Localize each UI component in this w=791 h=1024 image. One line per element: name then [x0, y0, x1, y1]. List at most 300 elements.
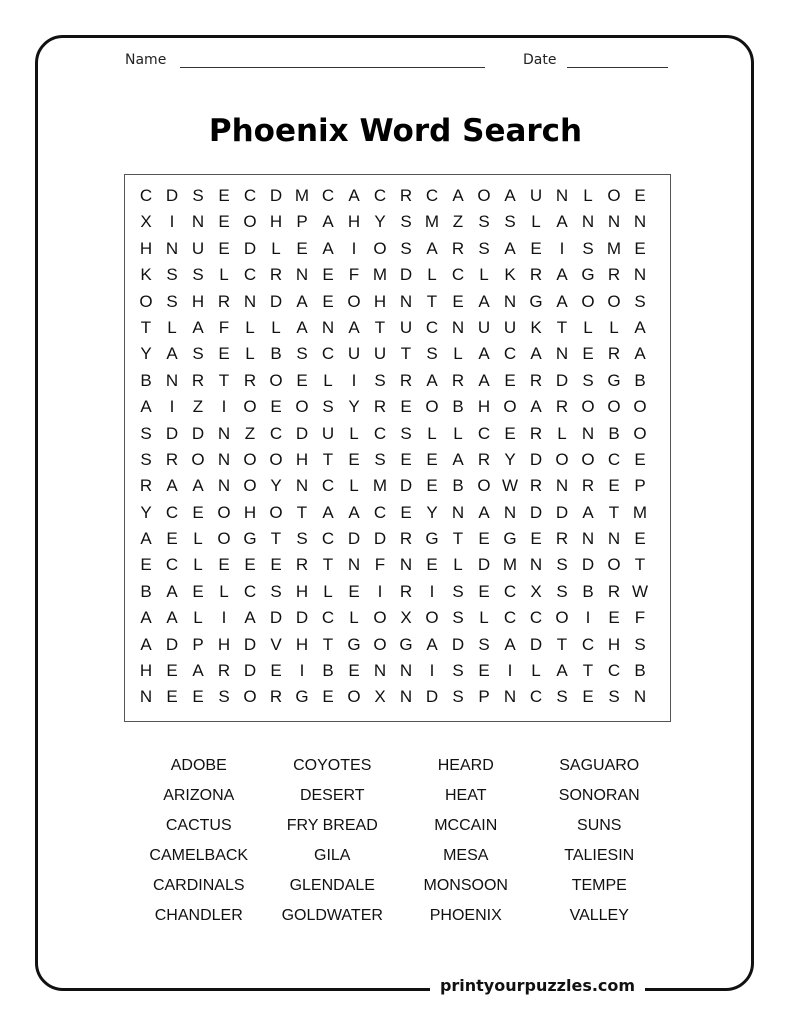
grid-letter[interactable]: A: [556, 212, 568, 232]
grid-letter[interactable]: O: [607, 291, 621, 311]
grid-letter[interactable]: S: [582, 238, 594, 258]
grid-letter[interactable]: E: [426, 476, 438, 496]
grid-letter[interactable]: O: [139, 291, 153, 311]
grid-letter[interactable]: A: [452, 449, 464, 469]
grid-letter[interactable]: D: [529, 634, 543, 654]
grid-letter[interactable]: I: [429, 581, 435, 601]
grid-letter[interactable]: S: [478, 238, 490, 258]
grid-letter[interactable]: I: [299, 661, 305, 681]
grid-letter[interactable]: O: [269, 449, 283, 469]
grid-letter[interactable]: L: [323, 581, 333, 601]
grid-letter[interactable]: O: [243, 397, 257, 417]
grid-letter[interactable]: T: [582, 661, 594, 681]
date-blank-line[interactable]: [567, 67, 668, 68]
grid-letter[interactable]: A: [166, 581, 178, 601]
grid-letter[interactable]: E: [218, 555, 230, 575]
grid-letter[interactable]: O: [243, 449, 257, 469]
grid-letter[interactable]: C: [243, 581, 257, 601]
grid-letter[interactable]: O: [347, 291, 361, 311]
grid-letter[interactable]: O: [555, 608, 569, 628]
grid-letter[interactable]: O: [243, 687, 257, 707]
grid-letter[interactable]: E: [478, 529, 490, 549]
grid-letter[interactable]: E: [270, 661, 282, 681]
grid-letter[interactable]: C: [607, 449, 621, 469]
grid-letter[interactable]: R: [451, 370, 465, 390]
grid-letter[interactable]: T: [322, 555, 334, 575]
grid-letter[interactable]: D: [191, 423, 205, 443]
grid-letter[interactable]: E: [322, 687, 334, 707]
grid-letter[interactable]: S: [166, 265, 178, 285]
grid-letter[interactable]: L: [583, 186, 593, 205]
grid-letter[interactable]: S: [452, 608, 464, 628]
grid-letter[interactable]: L: [193, 608, 203, 628]
grid-letter[interactable]: R: [529, 265, 543, 285]
grid-letter[interactable]: R: [399, 529, 413, 549]
grid-letter[interactable]: T: [556, 317, 568, 337]
grid-letter[interactable]: H: [139, 238, 153, 258]
grid-letter[interactable]: E: [400, 397, 412, 417]
grid-letter[interactable]: E: [166, 529, 178, 549]
grid-letter[interactable]: P: [634, 476, 646, 496]
grid-letter[interactable]: S: [634, 634, 646, 654]
grid-letter[interactable]: E: [192, 581, 204, 601]
grid-letter[interactable]: A: [478, 502, 490, 522]
grid-letter[interactable]: T: [296, 502, 308, 522]
grid-letter[interactable]: L: [349, 476, 359, 496]
grid-letter[interactable]: O: [347, 687, 361, 707]
grid-letter[interactable]: W: [501, 476, 519, 496]
grid-letter[interactable]: A: [426, 238, 438, 258]
grid-letter[interactable]: A: [140, 397, 152, 417]
grid-letter[interactable]: U: [191, 238, 205, 258]
grid-letter[interactable]: L: [245, 344, 255, 364]
grid-letter[interactable]: I: [169, 212, 175, 232]
grid-letter[interactable]: R: [555, 529, 569, 549]
grid-letter[interactable]: R: [399, 370, 413, 390]
grid-letter[interactable]: D: [347, 529, 361, 549]
grid-letter[interactable]: H: [139, 661, 153, 681]
grid-letter[interactable]: N: [451, 502, 465, 522]
grid-letter[interactable]: N: [451, 317, 465, 337]
grid-letter[interactable]: S: [556, 555, 568, 575]
grid-letter[interactable]: T: [634, 555, 646, 575]
grid-letter[interactable]: S: [192, 186, 204, 205]
grid-letter[interactable]: E: [218, 344, 230, 364]
grid-letter[interactable]: N: [217, 476, 231, 496]
grid-letter[interactable]: E: [322, 265, 334, 285]
grid-letter[interactable]: E: [530, 238, 542, 258]
grid-letter[interactable]: E: [582, 344, 594, 364]
grid-letter[interactable]: L: [453, 423, 463, 443]
grid-letter[interactable]: S: [556, 687, 568, 707]
grid-letter[interactable]: M: [372, 265, 388, 285]
grid-letter[interactable]: O: [607, 555, 621, 575]
grid-letter[interactable]: Z: [244, 423, 256, 443]
grid-letter[interactable]: S: [478, 634, 490, 654]
grid-letter[interactable]: H: [243, 502, 257, 522]
grid-letter[interactable]: H: [347, 212, 361, 232]
grid-letter[interactable]: S: [608, 687, 620, 707]
grid-letter[interactable]: Y: [140, 344, 152, 364]
grid-letter[interactable]: O: [191, 449, 205, 469]
grid-letter[interactable]: E: [140, 555, 152, 575]
grid-letter[interactable]: R: [165, 449, 179, 469]
grid-letter[interactable]: C: [503, 581, 517, 601]
grid-letter[interactable]: G: [347, 634, 361, 654]
grid-letter[interactable]: E: [400, 502, 412, 522]
grid-letter[interactable]: O: [503, 397, 517, 417]
grid-letter[interactable]: M: [372, 476, 388, 496]
grid-letter[interactable]: G: [425, 529, 439, 549]
grid-letter[interactable]: P: [296, 212, 308, 232]
grid-letter[interactable]: T: [322, 449, 334, 469]
grid-letter[interactable]: O: [425, 397, 439, 417]
grid-letter[interactable]: U: [477, 317, 491, 337]
grid-letter[interactable]: E: [478, 581, 490, 601]
grid-letter[interactable]: Y: [426, 502, 438, 522]
grid-letter[interactable]: D: [399, 476, 413, 496]
grid-letter[interactable]: A: [556, 661, 568, 681]
grid-letter[interactable]: N: [399, 661, 413, 681]
grid-letter[interactable]: N: [165, 238, 179, 258]
grid-letter[interactable]: R: [191, 370, 205, 390]
grid-letter[interactable]: L: [219, 581, 229, 601]
grid-letter[interactable]: N: [399, 291, 413, 311]
grid-letter[interactable]: T: [608, 502, 620, 522]
grid-letter[interactable]: A: [504, 634, 516, 654]
grid-letter[interactable]: E: [426, 449, 438, 469]
grid-letter[interactable]: N: [633, 687, 647, 707]
grid-letter[interactable]: T: [218, 370, 230, 390]
grid-letter[interactable]: G: [529, 291, 543, 311]
grid-letter[interactable]: F: [218, 317, 230, 337]
grid-letter[interactable]: A: [296, 317, 308, 337]
grid-letter[interactable]: I: [429, 661, 435, 681]
grid-letter[interactable]: S: [556, 581, 568, 601]
grid-letter[interactable]: L: [271, 238, 281, 258]
grid-letter[interactable]: H: [373, 291, 387, 311]
grid-letter[interactable]: A: [192, 476, 204, 496]
grid-letter[interactable]: L: [583, 317, 593, 337]
grid-letter[interactable]: A: [426, 370, 438, 390]
grid-letter[interactable]: C: [607, 661, 621, 681]
grid-letter[interactable]: C: [503, 608, 517, 628]
grid-letter[interactable]: T: [140, 317, 152, 337]
grid-letter[interactable]: A: [296, 291, 308, 311]
grid-letter[interactable]: T: [556, 634, 568, 654]
grid-letter[interactable]: R: [607, 265, 621, 285]
grid-letter[interactable]: T: [270, 529, 282, 549]
grid-letter[interactable]: S: [296, 344, 308, 364]
grid-letter[interactable]: E: [348, 581, 360, 601]
grid-letter[interactable]: F: [374, 555, 386, 575]
grid-letter[interactable]: U: [373, 344, 387, 364]
grid-letter[interactable]: S: [374, 449, 386, 469]
grid-letter[interactable]: D: [165, 186, 179, 205]
grid-letter[interactable]: Y: [348, 397, 360, 417]
grid-letter[interactable]: R: [269, 265, 283, 285]
grid-letter[interactable]: F: [348, 265, 360, 285]
grid-letter[interactable]: G: [399, 634, 413, 654]
grid-letter[interactable]: Y: [270, 476, 282, 496]
grid-letter[interactable]: A: [140, 529, 152, 549]
grid-letter[interactable]: O: [633, 397, 647, 417]
grid-letter[interactable]: G: [243, 529, 257, 549]
grid-letter[interactable]: R: [217, 291, 231, 311]
grid-letter[interactable]: E: [478, 661, 490, 681]
grid-letter[interactable]: N: [633, 265, 647, 285]
grid-letter[interactable]: O: [607, 397, 621, 417]
grid-letter[interactable]: C: [165, 502, 179, 522]
grid-letter[interactable]: A: [452, 186, 464, 205]
grid-letter[interactable]: C: [321, 186, 335, 205]
grid-letter[interactable]: M: [606, 238, 622, 258]
grid-letter[interactable]: B: [140, 370, 152, 390]
grid-letter[interactable]: M: [632, 502, 648, 522]
grid-letter[interactable]: S: [452, 581, 464, 601]
grid-letter[interactable]: L: [479, 608, 489, 628]
grid-letter[interactable]: C: [373, 423, 387, 443]
grid-letter[interactable]: O: [269, 502, 283, 522]
grid-letter[interactable]: H: [191, 291, 205, 311]
grid-letter[interactable]: D: [165, 634, 179, 654]
grid-letter[interactable]: R: [373, 397, 387, 417]
grid-letter[interactable]: Y: [504, 449, 516, 469]
grid-letter[interactable]: I: [221, 397, 227, 417]
grid-letter[interactable]: O: [217, 529, 231, 549]
grid-letter[interactable]: E: [634, 529, 646, 549]
grid-letter[interactable]: C: [321, 476, 335, 496]
grid-letter[interactable]: I: [221, 608, 227, 628]
grid-letter[interactable]: O: [295, 397, 309, 417]
grid-letter[interactable]: O: [633, 423, 647, 443]
grid-letter[interactable]: C: [243, 265, 257, 285]
grid-letter[interactable]: A: [166, 608, 178, 628]
grid-letter[interactable]: E: [348, 661, 360, 681]
grid-letter[interactable]: S: [426, 344, 438, 364]
grid-letter[interactable]: O: [373, 634, 387, 654]
grid-letter[interactable]: E: [192, 687, 204, 707]
grid-letter[interactable]: M: [294, 186, 310, 205]
grid-letter[interactable]: N: [607, 212, 621, 232]
grid-letter[interactable]: D: [295, 423, 309, 443]
grid-letter[interactable]: A: [478, 344, 490, 364]
grid-letter[interactable]: O: [243, 212, 257, 232]
grid-letter[interactable]: D: [555, 502, 569, 522]
grid-letter[interactable]: E: [218, 238, 230, 258]
grid-letter[interactable]: A: [192, 661, 204, 681]
grid-letter[interactable]: N: [321, 317, 335, 337]
grid-letter[interactable]: L: [427, 423, 437, 443]
grid-letter[interactable]: D: [243, 661, 257, 681]
grid-letter[interactable]: O: [555, 449, 569, 469]
grid-letter[interactable]: A: [244, 608, 256, 628]
grid-letter[interactable]: A: [322, 212, 334, 232]
grid-letter[interactable]: A: [348, 317, 360, 337]
grid-letter[interactable]: A: [634, 344, 646, 364]
grid-letter[interactable]: A: [426, 634, 438, 654]
grid-letter[interactable]: D: [243, 238, 257, 258]
grid-letter[interactable]: U: [347, 344, 361, 364]
grid-letter[interactable]: T: [452, 529, 464, 549]
grid-letter[interactable]: R: [607, 344, 621, 364]
grid-letter[interactable]: M: [502, 555, 518, 575]
grid-letter[interactable]: S: [400, 423, 412, 443]
grid-letter[interactable]: O: [477, 476, 491, 496]
grid-letter[interactable]: D: [529, 502, 543, 522]
grid-letter[interactable]: N: [633, 212, 647, 232]
grid-letter[interactable]: H: [217, 634, 231, 654]
grid-letter[interactable]: D: [451, 634, 465, 654]
grid-letter[interactable]: C: [425, 186, 439, 205]
grid-letter[interactable]: S: [322, 397, 334, 417]
grid-letter[interactable]: D: [399, 265, 413, 285]
grid-letter[interactable]: L: [609, 317, 619, 337]
grid-letter[interactable]: S: [478, 212, 490, 232]
grid-letter[interactable]: C: [477, 423, 491, 443]
grid-letter[interactable]: N: [217, 423, 231, 443]
grid-letter[interactable]: B: [270, 344, 282, 364]
grid-letter[interactable]: H: [295, 581, 309, 601]
grid-letter[interactable]: K: [504, 265, 516, 285]
grid-letter[interactable]: E: [348, 449, 360, 469]
grid-letter[interactable]: G: [295, 687, 309, 707]
grid-letter[interactable]: N: [581, 423, 595, 443]
grid-letter[interactable]: C: [529, 608, 543, 628]
grid-letter[interactable]: S: [140, 423, 152, 443]
grid-letter[interactable]: E: [504, 370, 516, 390]
grid-letter[interactable]: S: [192, 265, 204, 285]
grid-letter[interactable]: W: [631, 581, 649, 601]
grid-letter[interactable]: A: [478, 291, 490, 311]
grid-letter[interactable]: K: [140, 265, 152, 285]
grid-letter[interactable]: N: [503, 291, 517, 311]
grid-letter[interactable]: L: [531, 661, 541, 681]
grid-letter[interactable]: A: [166, 476, 178, 496]
grid-letter[interactable]: N: [373, 661, 387, 681]
grid-letter[interactable]: N: [503, 502, 517, 522]
grid-letter[interactable]: R: [529, 423, 543, 443]
grid-letter[interactable]: T: [322, 634, 334, 654]
grid-letter[interactable]: E: [608, 476, 620, 496]
grid-letter[interactable]: A: [504, 238, 516, 258]
grid-letter[interactable]: O: [269, 370, 283, 390]
grid-letter[interactable]: S: [582, 370, 594, 390]
grid-letter[interactable]: S: [296, 529, 308, 549]
grid-letter[interactable]: H: [295, 634, 309, 654]
grid-letter[interactable]: G: [607, 370, 621, 390]
grid-letter[interactable]: B: [452, 397, 464, 417]
grid-letter[interactable]: C: [321, 344, 335, 364]
grid-letter[interactable]: E: [582, 687, 594, 707]
grid-letter[interactable]: E: [322, 291, 334, 311]
grid-letter[interactable]: S: [218, 687, 230, 707]
grid-letter[interactable]: L: [245, 317, 255, 337]
grid-letter[interactable]: S: [140, 449, 152, 469]
grid-letter[interactable]: D: [269, 608, 283, 628]
grid-letter[interactable]: A: [530, 397, 542, 417]
grid-letter[interactable]: R: [295, 555, 309, 575]
name-blank-line[interactable]: [180, 67, 485, 68]
grid-letter[interactable]: A: [478, 370, 490, 390]
grid-letter[interactable]: O: [243, 476, 257, 496]
grid-letter[interactable]: O: [477, 186, 491, 205]
grid-letter[interactable]: R: [217, 661, 231, 681]
grid-letter[interactable]: L: [453, 344, 463, 364]
grid-letter[interactable]: A: [322, 502, 334, 522]
grid-letter[interactable]: L: [479, 265, 489, 285]
grid-letter[interactable]: C: [321, 529, 335, 549]
grid-letter[interactable]: E: [634, 186, 646, 205]
grid-letter[interactable]: C: [503, 344, 517, 364]
grid-letter[interactable]: O: [581, 291, 595, 311]
grid-letter[interactable]: N: [139, 687, 153, 707]
grid-letter[interactable]: C: [425, 317, 439, 337]
grid-letter[interactable]: N: [399, 555, 413, 575]
grid-letter[interactable]: R: [477, 449, 491, 469]
grid-letter[interactable]: I: [507, 661, 513, 681]
grid-letter[interactable]: E: [634, 238, 646, 258]
grid-letter[interactable]: X: [140, 212, 152, 232]
grid-letter[interactable]: O: [607, 186, 621, 205]
grid-letter[interactable]: B: [634, 661, 646, 681]
grid-letter[interactable]: E: [166, 661, 178, 681]
grid-letter[interactable]: R: [243, 370, 257, 390]
grid-letter[interactable]: P: [192, 634, 204, 654]
grid-letter[interactable]: A: [140, 608, 152, 628]
grid-letter[interactable]: E: [166, 687, 178, 707]
grid-letter[interactable]: O: [581, 449, 595, 469]
grid-letter[interactable]: E: [530, 529, 542, 549]
grid-letter[interactable]: N: [555, 186, 569, 205]
grid-letter[interactable]: D: [581, 555, 595, 575]
grid-letter[interactable]: D: [269, 291, 283, 311]
grid-letter[interactable]: Z: [192, 397, 204, 417]
grid-letter[interactable]: E: [504, 423, 516, 443]
grid-letter[interactable]: L: [193, 555, 203, 575]
grid-letter[interactable]: R: [607, 581, 621, 601]
grid-letter[interactable]: N: [555, 476, 569, 496]
grid-letter[interactable]: S: [400, 212, 412, 232]
grid-letter[interactable]: N: [191, 212, 205, 232]
grid-letter[interactable]: D: [295, 608, 309, 628]
grid-letter[interactable]: E: [452, 291, 464, 311]
grid-letter[interactable]: A: [504, 186, 516, 205]
grid-letter[interactable]: L: [219, 265, 229, 285]
grid-letter[interactable]: C: [139, 186, 153, 205]
grid-letter[interactable]: B: [452, 476, 464, 496]
grid-letter[interactable]: C: [529, 687, 543, 707]
grid-letter[interactable]: A: [556, 265, 568, 285]
grid-letter[interactable]: C: [581, 634, 595, 654]
grid-letter[interactable]: N: [607, 529, 621, 549]
grid-letter[interactable]: E: [270, 397, 282, 417]
grid-letter[interactable]: E: [192, 502, 204, 522]
grid-letter[interactable]: A: [322, 238, 334, 258]
grid-letter[interactable]: R: [269, 687, 283, 707]
grid-letter[interactable]: R: [399, 186, 413, 205]
grid-letter[interactable]: A: [348, 186, 360, 205]
grid-letter[interactable]: R: [399, 581, 413, 601]
grid-letter[interactable]: A: [556, 291, 568, 311]
grid-letter[interactable]: E: [296, 370, 308, 390]
grid-letter[interactable]: D: [373, 529, 387, 549]
grid-letter[interactable]: L: [531, 212, 541, 232]
grid-letter[interactable]: O: [581, 397, 595, 417]
grid-letter[interactable]: D: [243, 634, 257, 654]
grid-letter[interactable]: B: [322, 661, 334, 681]
grid-letter[interactable]: S: [452, 687, 464, 707]
